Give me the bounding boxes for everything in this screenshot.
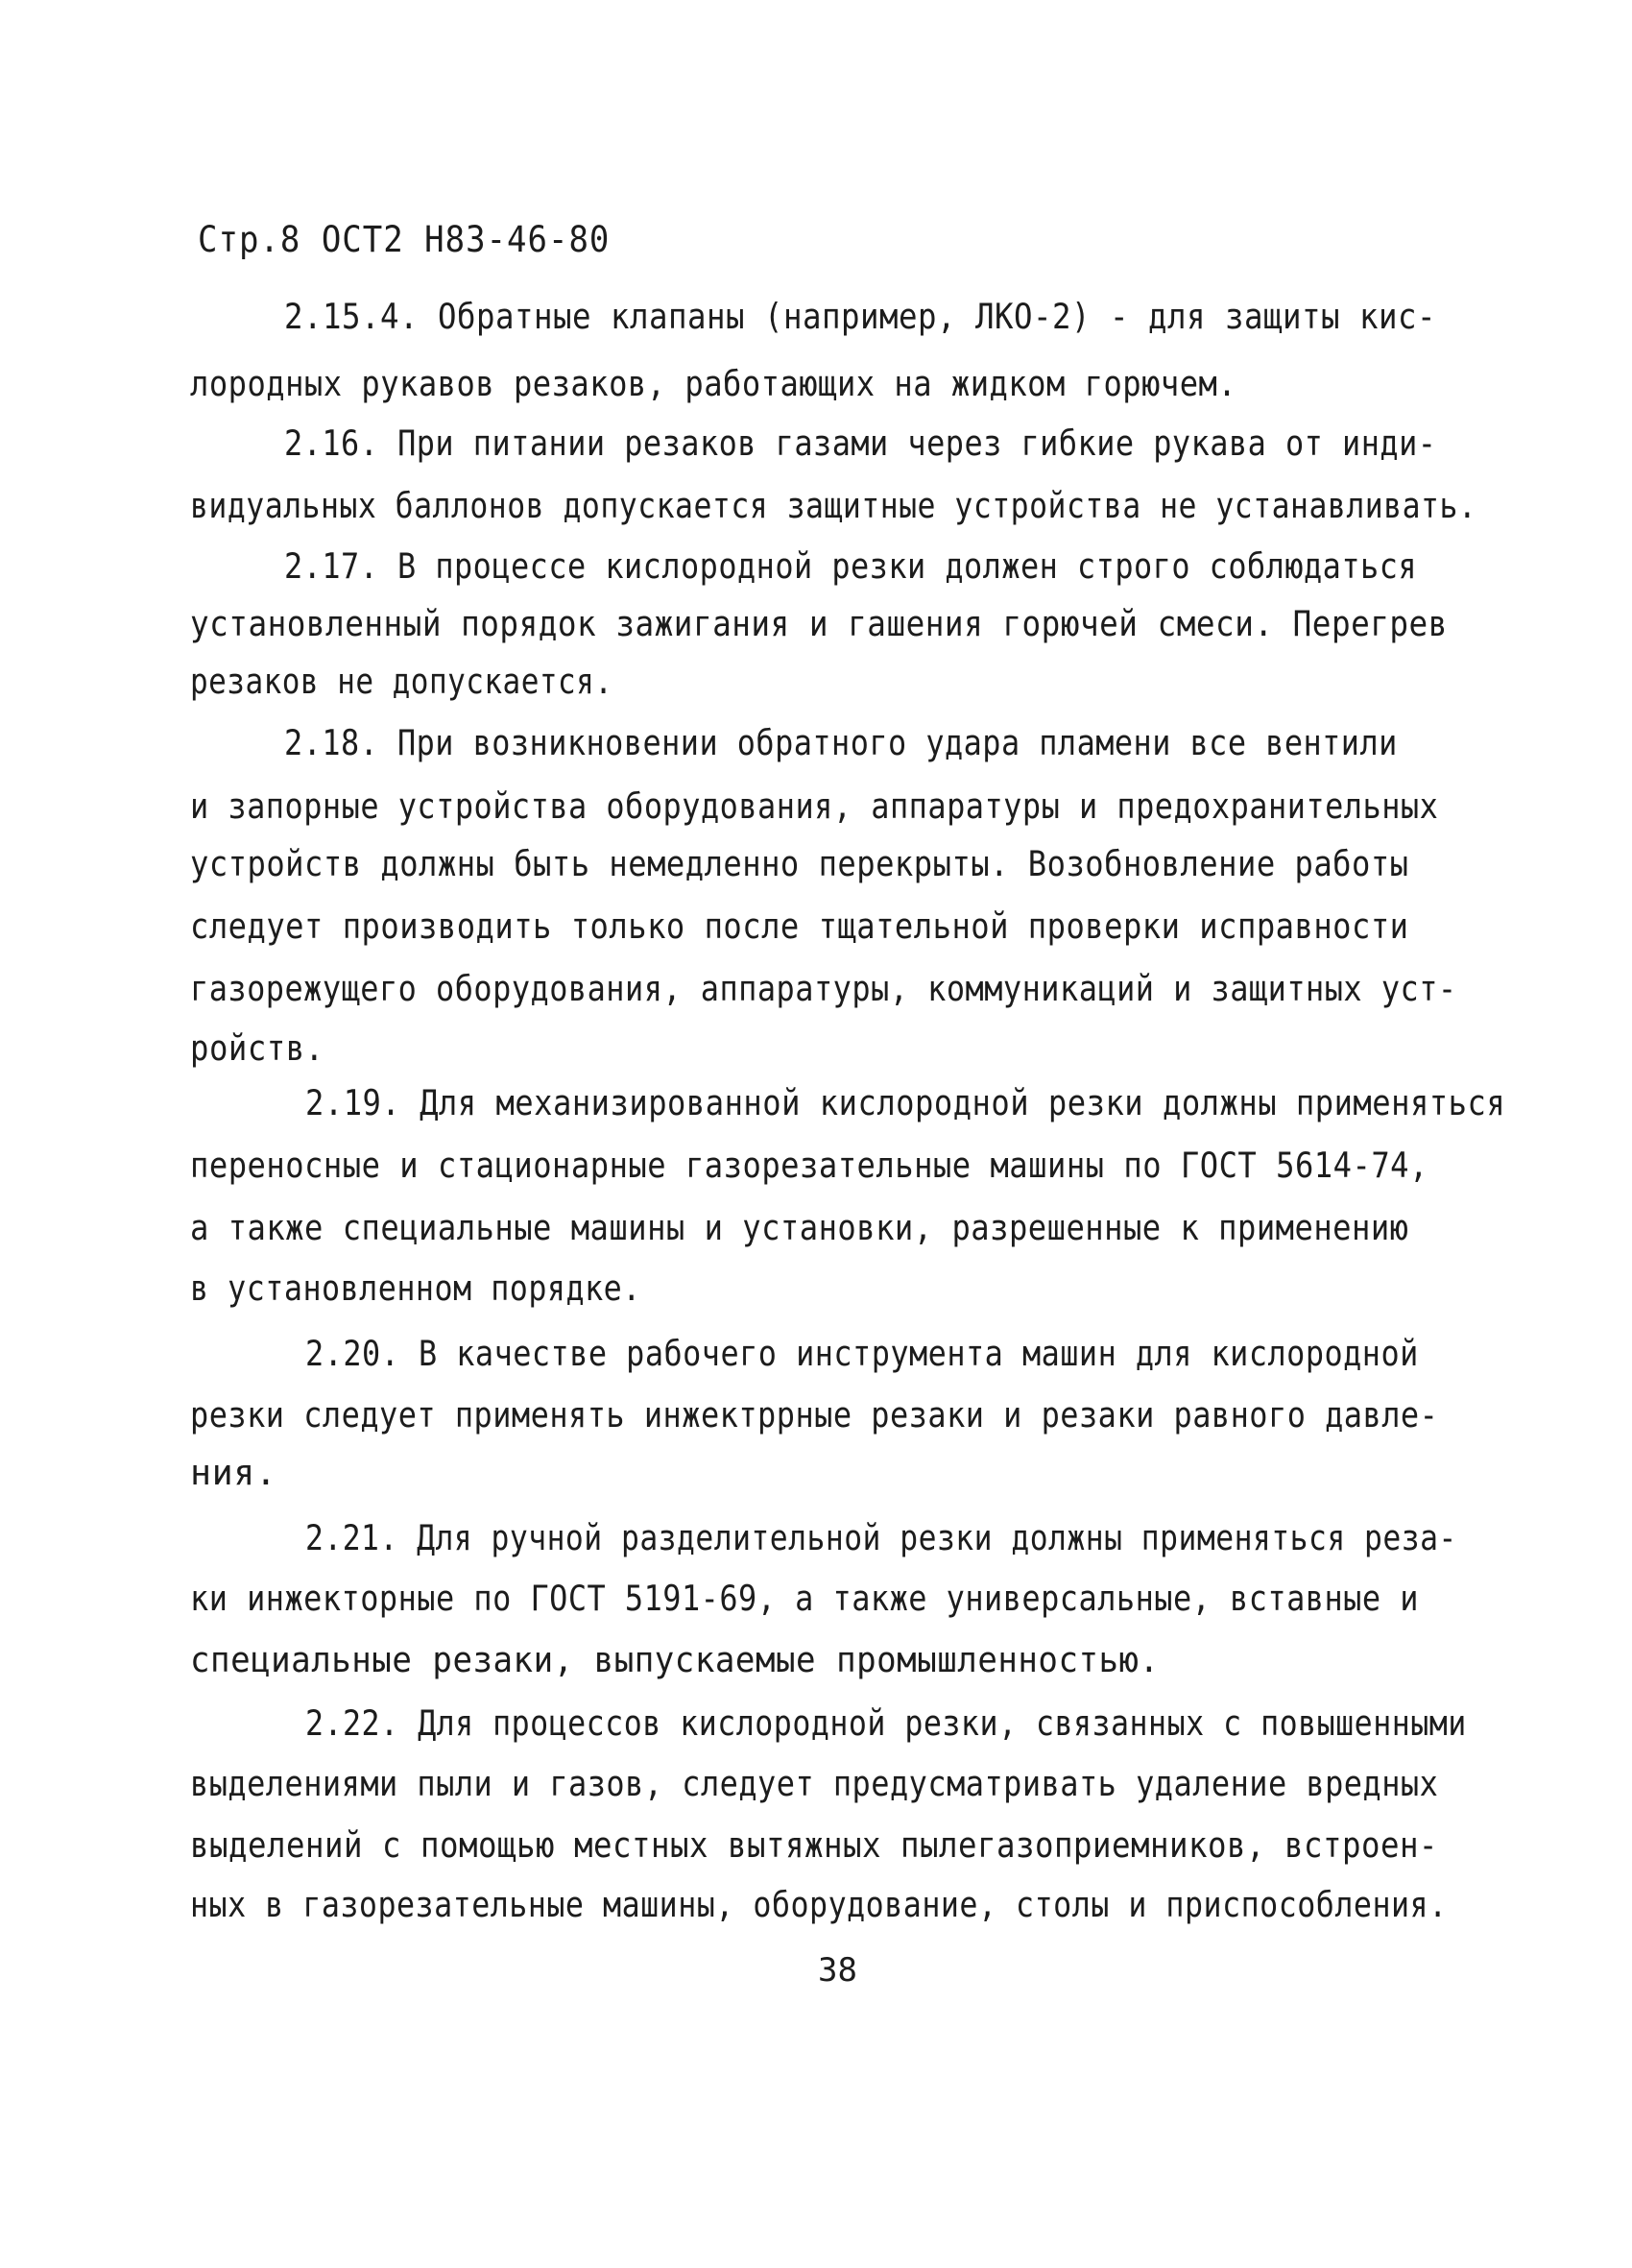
text-line: переносные и стационарные газорезательные машины по ГОСТ 5614-74, (190, 1145, 1428, 1186)
text-line: 2.19. Для механизированной кислородной резки должны применяться (305, 1082, 1506, 1123)
text-line: устройств должны быть немедленно перекрыты. Возобновление работы (190, 843, 1409, 884)
text-line: выделений с помощью местных вытяжных пылегазоприемников, встроен- (190, 1824, 1438, 1866)
text-line: 2.17. В процессе кислородной резки должен строго соблюдаться (284, 545, 1418, 587)
text-line: специальные резаки, выпускаемые промышленностью. (190, 1639, 1160, 1680)
text-line: установленный порядок зажигания и гашения горючей смеси. Перегрев (190, 603, 1448, 644)
text-line: 2.21. Для ручной разделительной резки должны применяться реза- (305, 1517, 1457, 1558)
text-line: 2.22. Для процессов кислородной резки, связанных с повышенными (305, 1702, 1467, 1744)
text-line: 2.16. При питании резаков газами через гибкие рукава от инди- (284, 422, 1437, 464)
page-number: 38 (818, 1951, 857, 1990)
text-line: ния. (190, 1452, 277, 1493)
page-header: Стр.8 ОСТ2 Н83-46-80 (198, 219, 611, 261)
text-line: а также специальные машины и установки, разрешенные к применению (190, 1207, 1409, 1248)
text-line: резки следует применять инжектррные резаки и резаки равного давле- (190, 1394, 1439, 1436)
text-line: ройств. (190, 1027, 324, 1069)
text-line: и запорные устройства оборудования, аппаратуры и предохранительных (190, 785, 1439, 827)
text-line: ных в газорезательные машины, оборудование, столы и приспособления. (190, 1884, 1448, 1925)
text-line: 2.20. В качестве рабочего инструмента машин для кислородной (305, 1333, 1419, 1374)
text-line: газорежущего оборудования, аппаратуры, коммуникаций и защитных уст- (190, 968, 1457, 1009)
text-line: 2.15.4. Обратные клапаны (например, ЛКО-2) - для защиты кис- (284, 296, 1437, 337)
text-line: видуальных баллонов допускается защитные устройства не устанавливать. (190, 485, 1477, 526)
text-line: лородных рукавов резаков, работающих на жидком горючем. (190, 363, 1237, 404)
text-line: 2.18. При возникновении обратного удара пламени все вентили (284, 722, 1398, 763)
text-line: следует производить только после тщательной проверки исправности (190, 905, 1409, 947)
text-line: резаков не допускается. (190, 661, 613, 702)
text-line: ки инжекторные по ГОСТ 5191-69, а также универсальные, вставные и (190, 1578, 1419, 1619)
text-line: в установленном порядке. (190, 1267, 641, 1309)
text-line: выделениями пыли и газов, следует предусматривать удаление вредных (190, 1763, 1439, 1804)
